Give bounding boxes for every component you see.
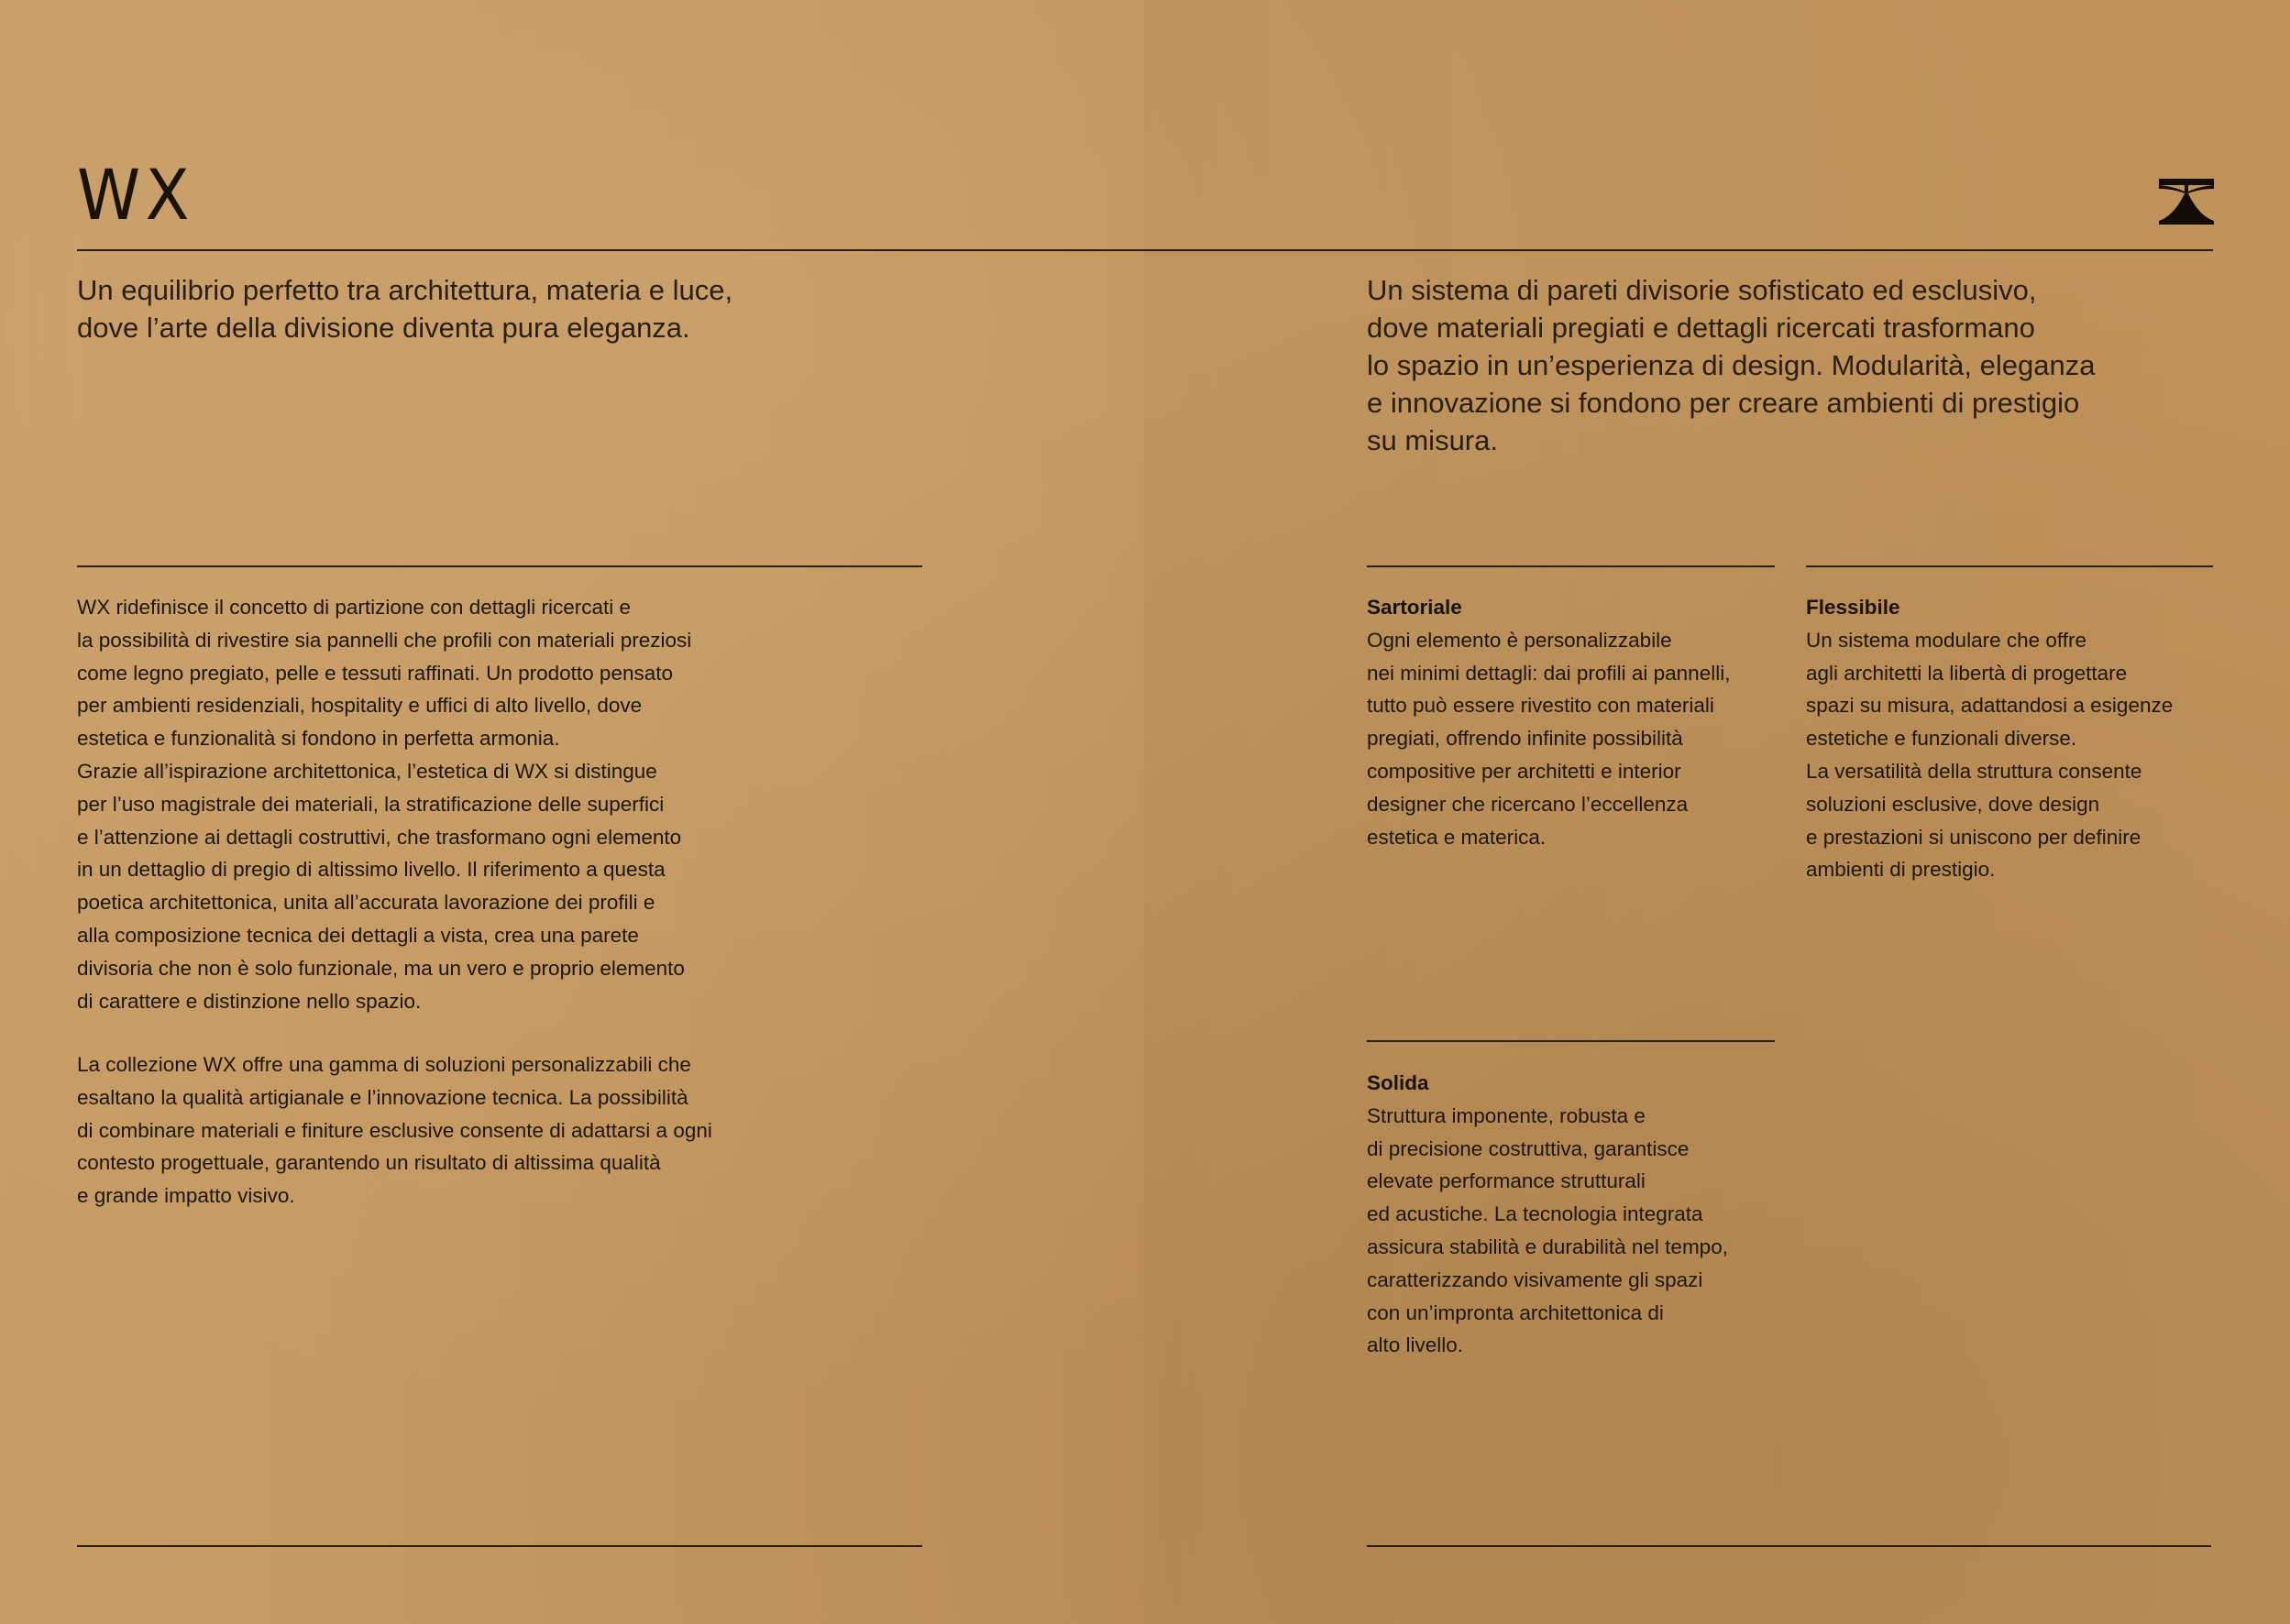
feature-text: Struttura imponente, robusta e di precisione costruttiva, garantisce elevate performance strutturali ed acustiche. La tecnologia integrata assicura stabilità e durabilità nel tempo, caratterizzando visivamente gli spazi con un’impronta architettonica di alto livello. [1367, 1103, 1728, 1357]
body-paragraph-2: La collezione WX offre una gamma di soluzioni personalizzabili che esaltano la qualità artigianale e l’innovazione tecnica. La possibilità di combinare materiali e finiture esclusive consente di adattarsi a ogni contesto progettuale, garantendo un risultato di altissima qualità e grande impatto visivo. [77, 1053, 712, 1208]
page-title: WX [77, 154, 195, 236]
feature-title: Solida [1367, 1071, 1429, 1094]
footer-rule-right [1367, 1545, 2211, 1547]
feature-text: Ogni elemento è personalizzabile nei minimi dettagli: dai profili ai pannelli, tutto può essere rivestito con materiali pregiati, offrendo infinite possibilità compositive per architetti e interior designer che ricercano l’eccellenza estetica e materica. [1367, 628, 1731, 849]
feature-rule-solida [1367, 1040, 1775, 1042]
header-rule [77, 249, 2213, 251]
lead-text-right: Un sistema di pareti divisorie sofisticato ed esclusivo, dove materiali pregiati e dettagli ricercati trasformano lo spazio in un’esperienza di design. Modularità, eleganza e innovazione si fondono per creare ambienti di prestigio su misura. [1367, 274, 2096, 456]
footer-rule-left [77, 1545, 922, 1547]
feature-solida [1367, 1067, 1789, 1362]
feature-sartoriale [1367, 591, 1789, 853]
feature-title: Flessibile [1806, 596, 1900, 619]
lead-text-left: Un equilibrio perfetto tra architettura, materia e luce, dove l’arte della divisione diventa pura eleganza. [77, 274, 733, 344]
feature-title: Sartoriale [1367, 596, 1462, 619]
feature-flessibile [1806, 591, 2228, 886]
body-rule-left [77, 565, 922, 567]
feature-rule-sartoriale [1367, 565, 1775, 567]
body-paragraph-1: WX ridefinisce il concetto di partizione con dettagli ricercati e la possibilità di rivestire sia pannelli che profili con materiali preziosi come legno pregiato, pelle e tessuti raffinati. Un prodotto pensato per ambienti residenziali, hospitality e uffici di alto livello, dove estetica e funzionalità si fondono in perfetta armonia. Grazie all’ispirazione architettonica, l’estetica di WX si distingue per l’uso magistrale dei materiali, la stratificazione delle superfici e l’attenzione ai dettagli costruttivi, che trasformano ogni elemento in un dettaglio di pregio di altissimo livello. Il riferimento a questa poetica architettonica, unita all’accurata lavorazione dei profili e alla composizione tecnica dei dettagli a vista, crea una parete divisoria che non è solo funzionale, ma un vero e proprio elemento di carattere e distinzione nello spazio. [77, 596, 692, 1013]
feature-text: Un sistema modulare che offre agli architetti la libertà di progettare spazi su misura, adattandosi a esigenze estetiche e funzionali diverse. La versatilità della struttura consente soluzioni esclusive, dove design e prestazioni si uniscono per definire ambienti di prestigio. [1806, 628, 2174, 882]
feature-rule-flessibile [1806, 565, 2213, 567]
brand-logo-icon [2159, 179, 2214, 225]
